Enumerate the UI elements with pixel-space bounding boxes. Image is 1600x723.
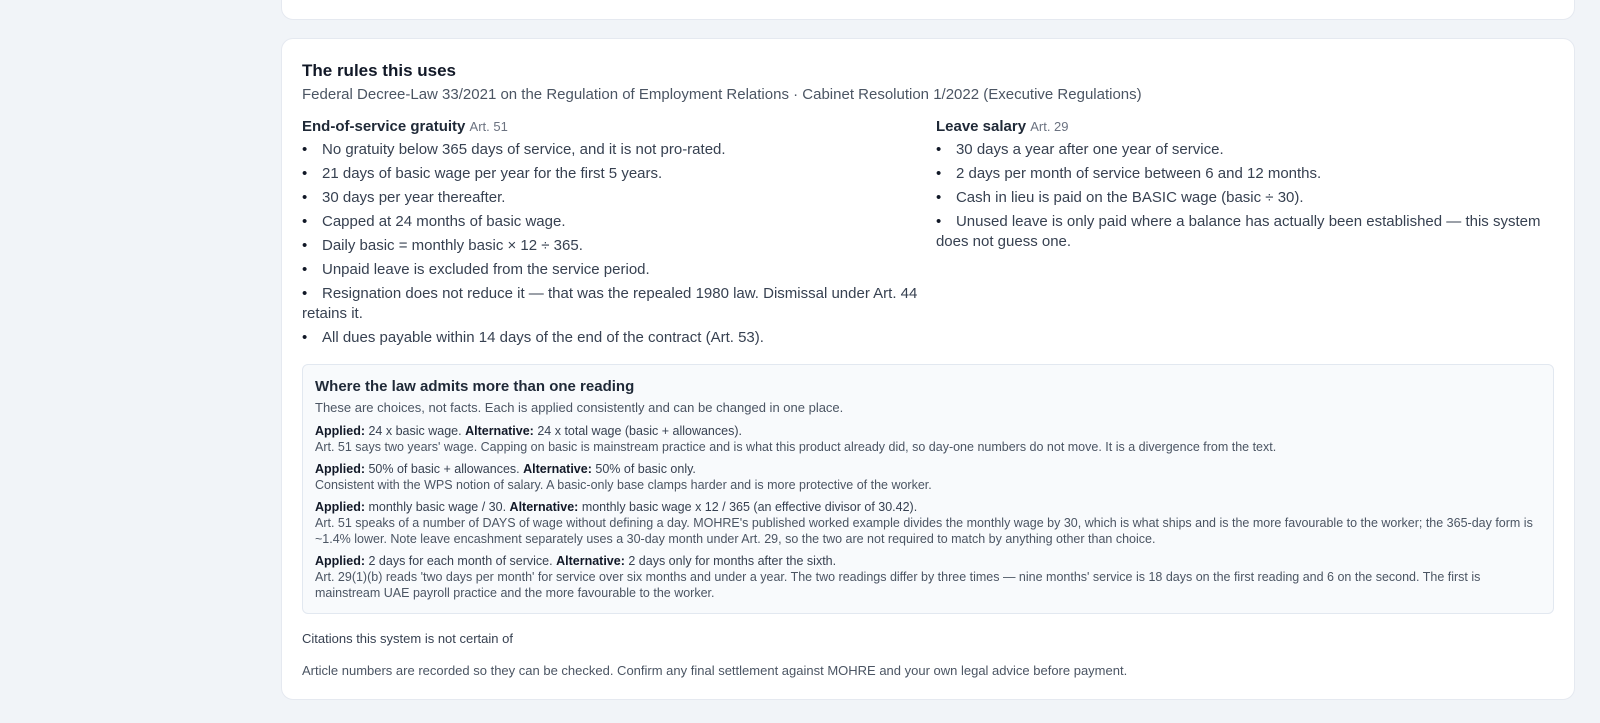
reading-item (315, 553, 1541, 601)
leave-section (936, 117, 1554, 352)
reading-note: Art. 29(1)(b) reads 'two days per month' for service over six months and under a year. The two readings differ by three times — nine months' service is 18 days on the first reading and 6 on the second. The first is mainstream UAE payroll practice and the more favourable to the worker. (315, 570, 1481, 600)
list-item: • 2 days per month of service between 6 and 12 months. (936, 164, 1554, 184)
list-item: • 30 days per year thereafter. (302, 188, 936, 208)
footer-note: Article numbers are recorded so they can be checked. Confirm any final settlement against MOHRE and your own legal advice before payment. (302, 663, 1128, 678)
gratuity-article-ref: Art. 51 (469, 119, 508, 134)
reading-note: Art. 51 says two years' wage. Capping on basic is mainstream practice and is what this product already did, so day-one numbers do not move. It is a divergence from the text. (315, 440, 1277, 454)
list-item: • 30 days a year after one year of service. (936, 140, 1554, 160)
leave-name: Leave salary (935, 118, 1027, 135)
alternative-value: monthly basic wage x 12 / 365 (an effective divisor of 30.42). (581, 500, 918, 514)
leave-heading (936, 117, 1554, 137)
alternative-value: 24 x total wage (basic + allowances). (537, 424, 742, 438)
gratuity-heading (302, 117, 936, 137)
alternative-label: Alternative: (556, 554, 625, 568)
alternative-label: Alternative: (523, 462, 592, 476)
gratuity-name: End-of-service gratuity (302, 118, 466, 135)
list-item: • 21 days of basic wage per year for the first 5 years. (302, 164, 936, 184)
citations-heading: Citations this system is not certain of (302, 631, 513, 646)
alternative-value: 2 days only for months after the sixth. (628, 554, 837, 568)
rules-subtitle: Federal Decree-Law 33/2021 on the Regulation of Employment Relations · Cabinet Resolution 1/2022 (Executive Regulations) (302, 86, 1142, 103)
readings-title: Where the law admits more than one reading (315, 378, 635, 395)
rules-title: The rules this uses (302, 61, 456, 80)
reading-item (315, 499, 1541, 547)
readings-box (302, 364, 1554, 614)
list-item: • No gratuity below 365 days of service, and it is not pro-rated. (302, 140, 936, 160)
alternative-label: Alternative: (509, 500, 579, 514)
rules-card (281, 38, 1575, 700)
applied-label: Applied: (315, 462, 365, 476)
applied-label: Applied: (315, 424, 365, 438)
applied-value: 50% of basic + allowances. (368, 462, 520, 476)
reading-note: Consistent with the WPS notion of salary. A basic-only base clamps harder and is more protective of the worker. (315, 478, 932, 492)
applied-label: Applied: (315, 500, 365, 514)
applied-value: 24 x basic wage. (368, 424, 462, 438)
applied-value: monthly basic wage / 30. (368, 500, 507, 514)
list-item: • Unpaid leave is excluded from the service period. (302, 260, 936, 280)
list-item: • Resignation does not reduce it — that was the repealed 1980 law. Dismissal under Art. 44 retains it. (302, 284, 936, 324)
reading-item (315, 461, 1541, 493)
gratuity-rules-list (302, 140, 936, 348)
list-item: • Daily basic = monthly basic × 12 ÷ 365. (302, 236, 936, 256)
leave-article-ref: Art. 29 (1030, 119, 1069, 134)
alternative-value: 50% of basic only. (595, 462, 696, 476)
list-item: • All dues payable within 14 days of the end of the contract (Art. 53). (302, 328, 936, 348)
applied-value: 2 days for each month of service. (368, 554, 553, 568)
list-item: • Cash in lieu is paid on the BASIC wage (basic ÷ 30). (936, 188, 1554, 208)
readings-intro: These are choices, not facts. Each is applied consistently and can be changed in one place. (315, 400, 844, 415)
leave-rules-list (936, 140, 1554, 252)
rules-columns (302, 117, 1554, 352)
list-item: • Capped at 24 months of basic wage. (302, 212, 936, 232)
reading-note: Art. 51 speaks of a number of DAYS of wage without defining a day. MOHRE's published worked example divides the monthly wage by 30, which is what ships and is the more favourable to the worker; the 365-day form is ~1.4% lower. Note leave encashment separately uses a 30-day month under Art. 29, so the two are not required to match by anything other than choice. (315, 516, 1533, 546)
applied-label: Applied: (315, 554, 365, 568)
reading-item (315, 423, 1541, 455)
list-item: • Unused leave is only paid where a balance has actually been established — this system does not guess one. (936, 212, 1554, 252)
previous-card (281, 0, 1575, 20)
alternative-label: Alternative: (465, 424, 534, 438)
gratuity-section (302, 117, 936, 352)
